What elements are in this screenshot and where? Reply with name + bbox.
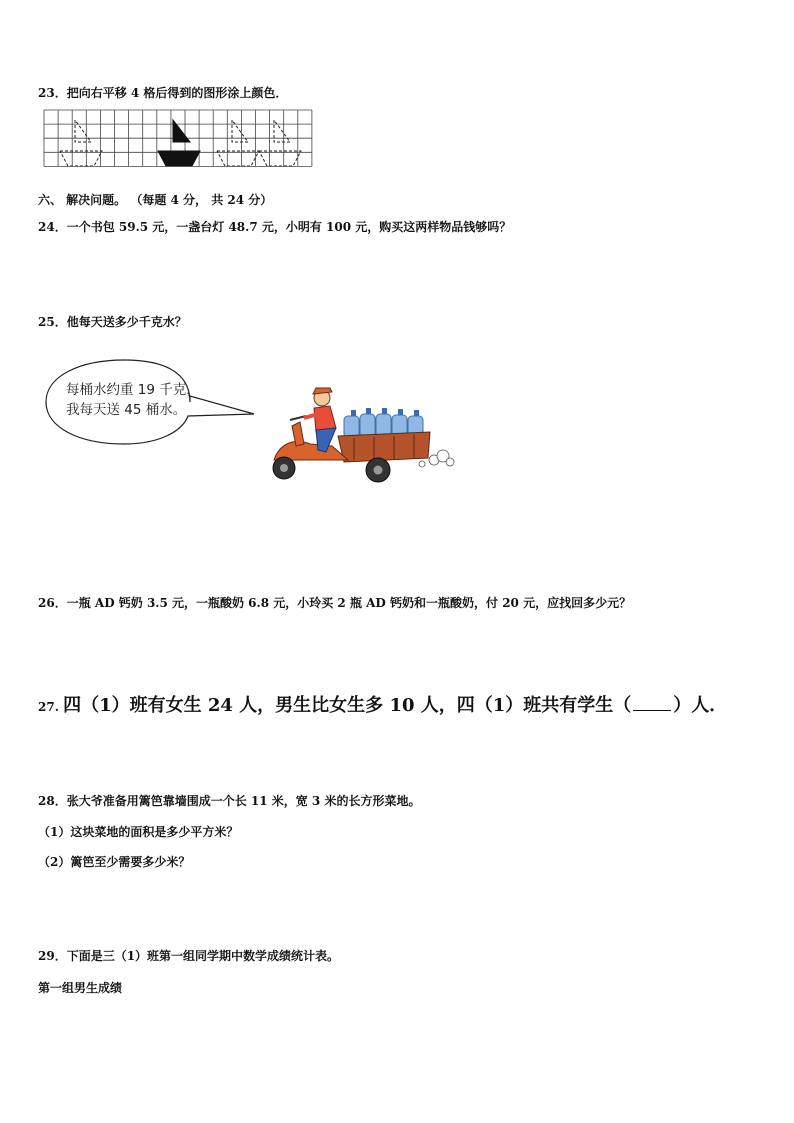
scooter-body [274, 416, 348, 460]
dashed-boat-middle [217, 120, 259, 166]
delivery-tricycle-illustration [262, 380, 458, 486]
question-25: 25．他每天送多少千克水？ [38, 315, 187, 329]
solid-boat [158, 120, 200, 166]
answer-blank[interactable] [633, 710, 671, 711]
wheels [273, 457, 390, 482]
section-6-heading: 六、 解决问题。 （每题 4 分， 共 24 分） [38, 193, 273, 207]
translation-grid [42, 108, 317, 170]
question-28-part-2: （2）篱笆至少需要多少米？ [38, 855, 191, 869]
question-27-number: 27. [38, 700, 59, 714]
question-27 [38, 691, 727, 717]
question-23: 23．把向右平移 4 格后得到的图形涂上颜色． [38, 86, 288, 100]
question-27-text-before: 四（1）班有女生 24 人，男生比女生多 10 人，四（1）班共有学生（ [63, 695, 632, 716]
rider [304, 388, 336, 452]
dashed-boat-left [60, 120, 102, 166]
question-28: 28．张大爷准备用篱笆靠墙围成一个长 11 米，宽 3 米的长方形菜地。 [38, 794, 421, 808]
bubble-line-1: 每桶水约重 19 千克， [66, 382, 200, 398]
question-27-text-after: ）人． [673, 695, 728, 716]
bubble-line-2: 我每天送 45 桶水。 [66, 402, 187, 418]
speech-bubble-text [66, 380, 200, 420]
question-26: 26．一瓶 AD 钙奶 3.5 元，一瓶酸奶 6.8 元，小玲买 2 瓶 AD 钙奶和一瓶酸奶，付 20 元，应找回多少元？ [38, 596, 632, 610]
question-28-part-1: （1）这块菜地的面积是多少平方米？ [38, 825, 239, 839]
question-24: 24．一个书包 59.5 元，一盏台灯 48.7 元，小明有 100 元，购买这两样物品钱够吗？ [38, 220, 512, 234]
dashed-boat-right [259, 120, 301, 166]
cargo-bed [338, 432, 430, 462]
question-29-subheading: 第一组男生成绩 [38, 981, 123, 995]
question-29: 29．下面是三（1）班第一组同学期中数学成绩统计表。 [38, 949, 340, 963]
